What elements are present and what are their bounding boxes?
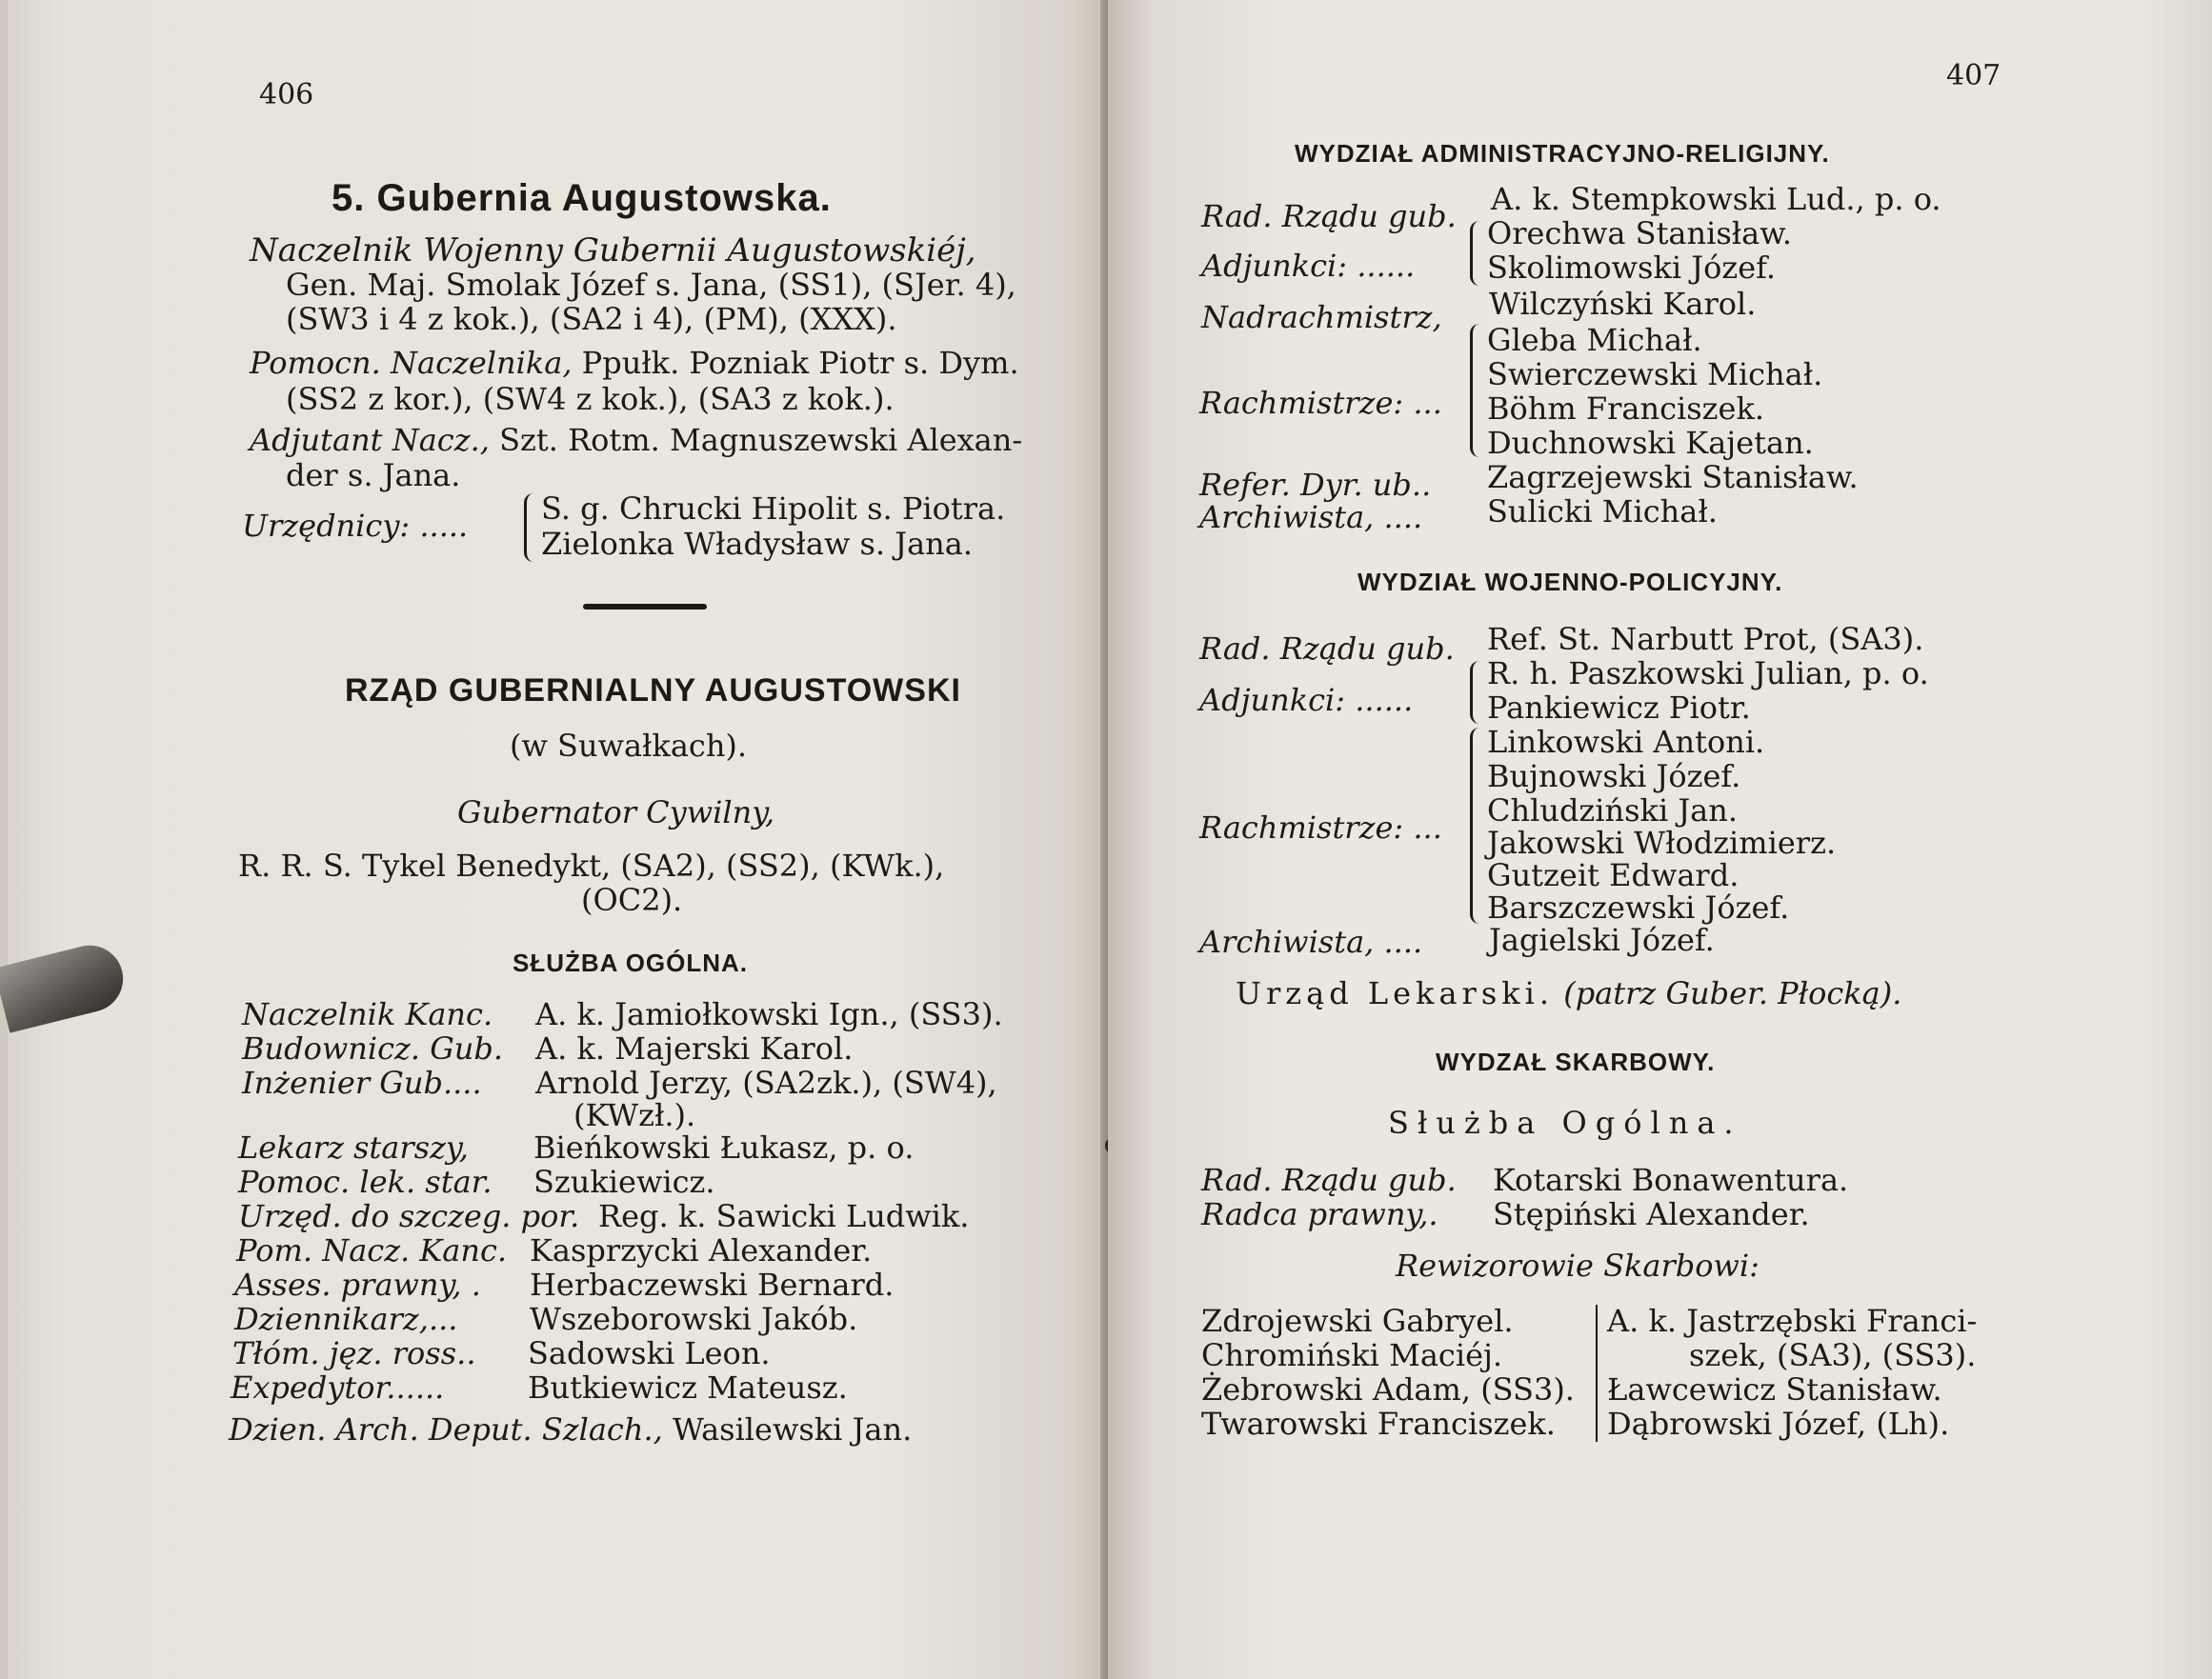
entry-text: (KWzł.). xyxy=(573,1097,696,1133)
entry-text: Herbaczewski Bernard. xyxy=(530,1267,895,1303)
rzad-heading: RZĄD GUBERNIALNY AUGUSTOWSKI xyxy=(345,672,961,709)
entry-text: Arnold Jerzy, (SA2zk.), (SW4), xyxy=(535,1065,997,1101)
woj-heading: WYDZIAŁ WOJENNO-POLICYJNY. xyxy=(1357,568,1783,596)
woj-rach-label: Rachmistrze: ... xyxy=(1199,810,1442,846)
skarb-rad-label: Rad. Rządu gub. xyxy=(1201,1162,1457,1198)
adjutant-label: Adjutant Nacz., xyxy=(250,422,490,458)
rzad-location: (w Suwałkach). xyxy=(510,728,748,764)
adjutant-line2: der s. Jana. xyxy=(286,457,461,493)
adm-rach-name: Duchnowski Kajetan. xyxy=(1487,425,1814,461)
skarb-subheading: Służba Ogólna. xyxy=(1388,1105,1742,1141)
adm-rad-label: Rad. Rządu gub. xyxy=(1201,198,1457,234)
woj-adj-name: R. h. Paszkowski Julian, p. o. xyxy=(1487,655,1929,691)
adm-ref-text: Zagrzejewski Stanisław. xyxy=(1487,459,1859,495)
woj-rach-name: Gutzeit Edward. xyxy=(1487,857,1739,893)
section-heading: 5. Gubernia Augustowska. xyxy=(332,177,832,219)
naczelnik-line1: Naczelnik Wojenny Gubernii Augustowskiéj, xyxy=(250,231,976,270)
skarb-radca-label: Radca prawny,. xyxy=(1201,1196,1438,1232)
woj-adj-brace xyxy=(1470,661,1488,724)
gubernator-line2: (OC2). xyxy=(581,882,683,918)
woj-rach-brace xyxy=(1470,728,1488,924)
woj-adj-name: Pankiewicz Piotr. xyxy=(1487,690,1751,726)
last-line-label: Dzien. Arch. Deput. Szlach., xyxy=(229,1411,663,1448)
urzednik-name: Zielonka Władysław s. Jana. xyxy=(541,526,974,562)
entry-label: Asses. prawny, . xyxy=(234,1267,481,1303)
urzad-ref: (patrz Guber. Płocką). xyxy=(1563,975,1902,1011)
column-divider xyxy=(1596,1305,1598,1442)
pomocnik-text: Ppułk. Pozniak Piotr s. Dym. xyxy=(581,345,1019,381)
adm-adj-name: Orechwa Stanisław. xyxy=(1487,215,1792,251)
rewizor-left-name: Zdrojewski Gabryel. xyxy=(1201,1303,1514,1339)
adm-rad-text: A. k. Stempkowski Lud., p. o. xyxy=(1491,181,1941,217)
adm-arch-text: Sulicki Michał. xyxy=(1487,493,1718,530)
adm-rach-name: Böhm Franciszek. xyxy=(1487,390,1765,427)
last-line-text: Wasilewski Jan. xyxy=(672,1411,913,1448)
woj-rach-name: Jakowski Włodzimierz. xyxy=(1487,825,1837,861)
urzednicy-brace xyxy=(524,493,542,562)
entry-label: Naczelnik Kanc. xyxy=(242,996,493,1032)
entry-label: Urzęd. do szczeg. por. xyxy=(238,1198,580,1234)
rewizor-left-name: Chromiński Maciéj. xyxy=(1201,1337,1503,1373)
urzad-label: Urząd Lekarski. xyxy=(1236,975,1555,1011)
entry-label: Pom. Nacz. Kanc. xyxy=(236,1232,508,1269)
entry-text: Kasprzycki Alexander. xyxy=(530,1232,873,1269)
page-number: 406 xyxy=(259,78,314,111)
adm-nadr-label: Nadrachmistrz, xyxy=(1201,299,1442,335)
entry-text: Sadowski Leon. xyxy=(528,1335,771,1371)
woj-rad-text: Ref. St. Narbutt Prot, (SA3). xyxy=(1487,621,1924,657)
gubernator-title: Gubernator Cywilny, xyxy=(457,794,775,830)
rewizor-left-name: Żebrowski Adam, (SS3). xyxy=(1201,1371,1575,1408)
rewizor-right-name: szek, (SA3), (SS3). xyxy=(1689,1337,1977,1373)
page-number: 407 xyxy=(1946,59,2001,92)
adm-nadr-text: Wilczyński Karol. xyxy=(1489,286,1757,322)
woj-rach-name: Barszczewski Józef. xyxy=(1487,889,1790,926)
adm-rach-name: Swierczewski Michał. xyxy=(1487,356,1823,392)
adm-adj-brace xyxy=(1470,221,1488,286)
entry-label: Dziennikarz,... xyxy=(234,1301,458,1337)
adm-ref-label: Refer. Dyr. ub.. xyxy=(1199,467,1432,503)
entry-label: Lekarz starszy, xyxy=(238,1129,469,1166)
entry-text: Szukiewicz. xyxy=(533,1164,715,1200)
woj-rad-label: Rad. Rządu gub. xyxy=(1199,630,1455,667)
right-page xyxy=(1108,0,2212,1679)
skarb-rad-text: Kotarski Bonawentura. xyxy=(1493,1162,1849,1198)
rewizor-left-name: Twarowski Franciszek. xyxy=(1201,1406,1556,1442)
adm-adj-name: Skolimowski Józef. xyxy=(1487,250,1777,286)
entry-label: Pomoc. lek. star. xyxy=(238,1164,493,1200)
adm-arch-label: Archiwista, .... xyxy=(1199,499,1423,535)
gubernator-line1: R. R. S. Tykel Benedykt, (SA2), (SS2), (KWk.), xyxy=(238,848,945,884)
adm-adj-label: Adjunkci: ...... xyxy=(1201,248,1416,284)
adm-rach-brace xyxy=(1470,324,1488,457)
pomocnik-label: Pomocn. Naczelnika, xyxy=(250,345,573,381)
woj-arch-text: Jagielski Józef. xyxy=(1489,922,1715,958)
rewizor-right-name: A. k. Jastrzębski Franci- xyxy=(1607,1303,1978,1339)
urzednik-name: S. g. Chrucki Hipolit s. Piotra. xyxy=(541,490,1006,527)
skarb-heading: WYDZAŁ SKARBOWY. xyxy=(1436,1048,1716,1076)
adjutant-text: Szt. Rotm. Magnuszewski Alexan- xyxy=(499,422,1023,458)
entry-text: Butkiewicz Mateusz. xyxy=(528,1369,848,1406)
adm-rach-label: Rachmistrze: ... xyxy=(1199,385,1442,421)
adm-rach-name: Gleba Michał. xyxy=(1487,322,1702,358)
entry-text: Wszeborowski Jakób. xyxy=(530,1301,858,1337)
entry-text: Reg. k. Sawicki Ludwik. xyxy=(598,1198,970,1234)
entry-label: Expedytor...... xyxy=(231,1369,445,1406)
divider-rule xyxy=(583,604,707,610)
woj-adj-label: Adjunkci: ...... xyxy=(1199,682,1414,718)
adm-heading: WYDZIAŁ ADMINISTRACYJNO-RELIGIJNY. xyxy=(1295,139,1830,168)
urzednicy-label: Urzędnicy: ..... xyxy=(242,508,469,544)
entry-label: Budownicz. Gub. xyxy=(242,1030,504,1067)
pomocnik-line2: (SS2 z kor.), (SW4 z kok.), (SA3 z kok.). xyxy=(286,381,895,417)
entry-text: A. k. Jamiołkowski Ign., (SS3). xyxy=(535,996,1003,1032)
skarb-radca-text: Stępiński Alexander. xyxy=(1493,1196,1810,1232)
naczelnik-line2: Gen. Maj. Smolak Józef s. Jana, (SS1), (SJer. 4), xyxy=(286,267,1016,303)
entry-label: Inżenier Gub.... xyxy=(242,1065,482,1101)
rewizor-heading: Rewizorowie Skarbowi: xyxy=(1396,1248,1760,1284)
entry-label: Tłóm. jęz. ross.. xyxy=(232,1335,476,1371)
woj-rach-name: Linkowski Antoni. xyxy=(1487,724,1765,760)
rewizor-right-name: Dąbrowski Józef, (Lh). xyxy=(1607,1406,1950,1442)
woj-rach-name: Bujnowski Józef. xyxy=(1487,758,1741,794)
woj-arch-label: Archiwista, .... xyxy=(1199,924,1423,960)
sluzba-heading: SŁUŻBA OGÓLNA. xyxy=(513,949,749,977)
entry-text: A. k. Majerski Karol. xyxy=(535,1030,854,1067)
naczelnik-line3: (SW3 i 4 z kok.), (SA2 i 4), (PM), (XXX). xyxy=(286,301,897,337)
woj-rach-name: Chludziński Jan. xyxy=(1487,792,1739,829)
entry-text: Bieńkowski Łukasz, p. o. xyxy=(533,1129,915,1166)
rewizor-right-name: Ławcewicz Stanisław. xyxy=(1607,1371,1942,1408)
